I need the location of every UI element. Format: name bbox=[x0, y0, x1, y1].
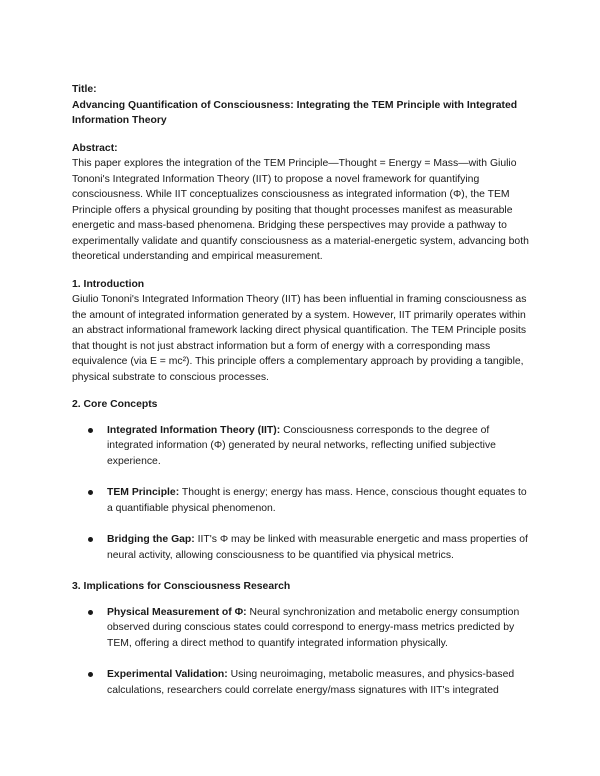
definition: Consciousness corresponds to the degree of integrated information (Φ) generated by neural networks, reflecting unified subjective experience. bbox=[107, 424, 496, 467]
introduction-text: Giulio Tononi's Integrated Information Theory (IIT) has been influential in framing consciousness as the amount of integrated information generated by a system. However, IIT primarily operates within an abstract informational framework lacking direct physical quantification. The TEM Principle posits that thought is not just abstract information but a form of energy with a corresponding mass equivalence (via E = mc²). This principle offers a complementary approach by providing a tangible, physical substrate to conscious processes. bbox=[72, 294, 527, 383]
bullet-icon bbox=[88, 672, 93, 677]
term: Bridging the Gap: bbox=[107, 534, 195, 545]
bullet-icon bbox=[88, 537, 93, 542]
core-concepts-list bbox=[72, 423, 532, 564]
term: TEM Principle: bbox=[107, 487, 180, 498]
implications-list bbox=[72, 605, 532, 699]
term: Physical Measurement of Φ: bbox=[107, 606, 247, 618]
document-page bbox=[72, 82, 532, 714]
definition: Using neuroimaging, metabolic measures, and physics-based calculations, researchers could correlate energy/mass signatures with IIT's integrated bbox=[107, 669, 515, 696]
abstract-heading: Abstract: bbox=[72, 142, 118, 154]
implications-heading: 3. Implications for Consciousness Research bbox=[72, 581, 291, 592]
bullet-icon bbox=[88, 428, 93, 433]
list-item bbox=[72, 423, 532, 470]
abstract-text: This paper explores the integration of the TEM Principle—Thought = Energy = Mass—with Giulio Tononi's Integrated Information Theory (IIT) to propose a novel framework for quantifying consciousness. While IIT conceptualizes consciousness as integrated information (Φ), the TEM Principle offers a physical grounding by positing that thought processes manifest as measurable energetic and mass-based phenomena. Bridging these perspectives may provide a pathway to experimentally validate and quantify consciousness as a material-energetic system, advancing both theoretical understanding and empirical measurement. bbox=[72, 158, 529, 262]
definition: Neural synchronization and metabolic energy consumption observed during conscious states could correspond to energy-mass metrics predicted by TEM, offering a direct method to quantify integrated information physically. bbox=[107, 606, 520, 649]
paper-title: Advancing Quantification of Consciousness: Integrating the TEM Principle with Integrated Information Theory bbox=[72, 99, 518, 126]
list-item bbox=[72, 605, 532, 652]
term: Experimental Validation: bbox=[107, 669, 228, 680]
definition: Thought is energy; energy has mass. Hence, conscious thought equates to a quantifiable physical phenomenon. bbox=[107, 487, 527, 514]
list-item bbox=[72, 485, 532, 516]
introduction-heading: 1. Introduction bbox=[72, 278, 145, 290]
bullet-icon bbox=[88, 610, 93, 615]
list-item bbox=[72, 667, 532, 698]
list-item bbox=[72, 532, 532, 563]
definition: IIT's Φ may be linked with measurable energetic and mass properties of neural activity, allowing consciousness to be quantified via physical metrics. bbox=[107, 534, 528, 561]
term: Integrated Information Theory (IIT): bbox=[107, 424, 281, 436]
core-concepts-heading: 2. Core Concepts bbox=[72, 399, 158, 410]
bullet-icon bbox=[88, 490, 93, 495]
title-label: Title: bbox=[72, 84, 97, 95]
